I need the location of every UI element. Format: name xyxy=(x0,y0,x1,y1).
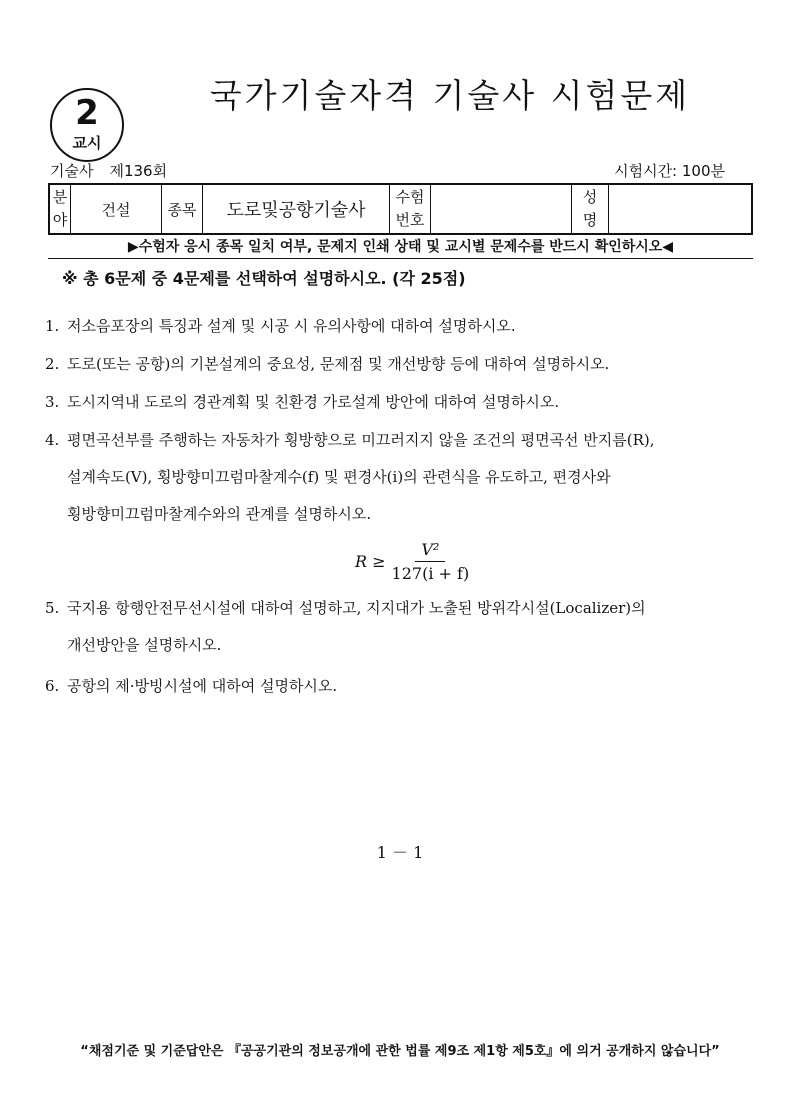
question-text: 개선방안을 설명하시오. xyxy=(67,636,222,654)
question-number: 1. xyxy=(45,317,60,335)
question-text: 설계속도(V), 횡방향미끄럼마찰계수(f) 및 편경사(i)의 관련식을 유도하고, 편경사와 xyxy=(67,468,611,486)
category-label: 종목 xyxy=(162,184,203,234)
question-2 xyxy=(45,346,760,383)
formula-lhs: R ≥ xyxy=(355,552,386,571)
name-label xyxy=(572,184,609,234)
exam-number-label xyxy=(390,184,431,234)
category-value: 도로및공항기술사 xyxy=(203,184,390,234)
name-label-top: 성 xyxy=(582,188,598,206)
question-6 xyxy=(45,668,760,705)
exam-number-label-bottom: 번호 xyxy=(395,211,425,229)
field-label-top: 분 xyxy=(52,188,68,206)
question-text: 횡방향미끄럼마찰계수와의 관계를 설명하시오. xyxy=(67,505,372,523)
exam-time: 시험시간: 100분 xyxy=(614,162,725,180)
exam-title: 국가기술자격 기술사 시험문제 xyxy=(209,76,691,115)
formula-numerator: V² xyxy=(415,540,445,562)
exam-number-label-top: 수험 xyxy=(395,188,425,206)
exam-grade: 기술사 xyxy=(50,162,94,180)
field-value: 건설 xyxy=(71,184,162,234)
formula-fraction xyxy=(392,540,470,583)
name-field[interactable] xyxy=(609,184,753,234)
period-unit: 교시 xyxy=(72,134,102,152)
exam-grade-round xyxy=(50,160,167,181)
exam-round: 제136회 xyxy=(109,162,168,180)
question-number: 3. xyxy=(45,393,60,411)
exam-number-field[interactable] xyxy=(431,184,572,234)
question-text: 도시지역내 도로의 경관계획 및 친환경 가로설계 방안에 대하여 설명하시오. xyxy=(67,393,560,411)
period-badge xyxy=(50,88,124,162)
question-number: 6. xyxy=(45,677,60,695)
instruction: ※ 총 6문제 중 4문제를 선택하여 설명하시오. (각 25점) xyxy=(62,269,466,288)
exam-info-table xyxy=(48,183,753,235)
question-3 xyxy=(45,384,760,421)
page-number: 1 － 1 xyxy=(376,843,424,862)
disclosure-footer: “채점기준 및 기준답안은 『공공기관의 정보공개에 관한 법률 제9조 제1항 제5호』에 의거 공개하지 않습니다” xyxy=(80,1044,720,1059)
question-1 xyxy=(45,308,760,345)
period-number: 2 xyxy=(75,93,99,133)
formula-denominator: 127(i + f) xyxy=(391,564,470,583)
field-label-bottom: 야 xyxy=(52,211,68,229)
question-text: 국지용 항행안전무선시설에 대하여 설명하고, 지지대가 노출된 방위각시설(Localizer)의 xyxy=(67,599,646,617)
question-5 xyxy=(45,590,760,664)
question-text: 저소음포장의 특징과 설계 및 시공 시 유의사항에 대하여 설명하시오. xyxy=(67,317,516,335)
name-label-bottom: 명 xyxy=(582,211,598,229)
question-number: 2. xyxy=(45,355,60,373)
formula xyxy=(355,540,469,583)
question-4 xyxy=(45,422,760,533)
notice-banner: ▶수험자 응시 종목 일치 여부, 문제지 인쇄 상태 및 교시별 문제수를 반드시 확인하시오◀ xyxy=(48,236,753,259)
question-number: 4. xyxy=(45,431,60,449)
question-text: 공항의 제·방빙시설에 대하여 설명하시오. xyxy=(67,677,338,695)
question-text: 도로(또는 공항)의 기본설계의 중요성, 문제점 및 개선방향 등에 대하여 설명하시오. xyxy=(67,355,610,373)
field-label xyxy=(49,184,71,234)
question-text: 평면곡선부를 주행하는 자동차가 횡방향으로 미끄러지지 않을 조건의 평면곡선 반지름(R), xyxy=(67,431,655,449)
question-number: 5. xyxy=(45,599,60,617)
